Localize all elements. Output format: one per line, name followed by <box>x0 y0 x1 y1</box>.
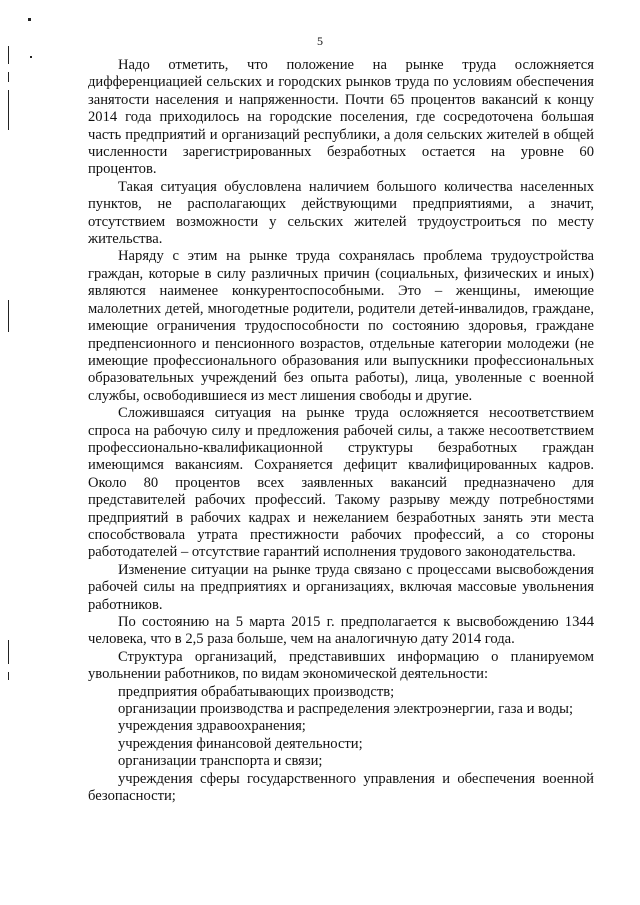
paragraph: Надо отметить, что положение на рынке труда осложняется дифференциацией сельских и городских рынков труда по условиям обеспечения занятости населения и напряженности. Почти 65 процентов вакансий к концу 2014 года приходилось на городские поселения, где сосредоточена большая часть предприятий и организаций республики, а доля сельских жителей в общей численности зарегистрированных безработных остается на уровне 60 процентов. <box>88 57 594 178</box>
paragraph: Наряду с этим на рынке труда сохранялась проблема трудоустройства граждан, которые в силу различных причин (социальных, физических и иных) являются наименее конкурентоспособными. Это – женщины, имеющие малолетних детей, многодетные родители, родители детей-инвалидов, граждане, имеющие ограничения трудоспособности по состоянию здоровья, граждане предпенсионного и пенсионного возрастов, отдельные категории молодежи (не имеющие профессионального образования или выпускники профессиональных образовательных учреждений без опыта работы), лица, уволенные с военной службы, освободившиеся из мест лишения свободы и другие. <box>88 248 594 404</box>
scan-margin-mark <box>8 90 9 130</box>
scan-margin-mark <box>30 56 32 58</box>
list-item: учреждения сферы государственного управления и обеспечения военной безопасности; <box>88 770 594 805</box>
scan-margin-mark <box>8 72 9 82</box>
list-item: предприятия обрабатывающих производств; <box>118 683 395 700</box>
paragraph: По состоянию на 5 марта 2015 г. предполагается к высвобождению 1344 человека, что в 2,5 раза больше, чем на аналогичную дату 2014 года. <box>88 614 594 648</box>
scan-margin-mark <box>8 672 9 680</box>
scan-margin-mark <box>8 46 9 64</box>
document-body <box>88 57 594 805</box>
scan-margin-mark <box>8 300 9 332</box>
list-item: учреждения финансовой деятельности; <box>118 735 363 752</box>
list-item: организации транспорта и связи; <box>118 753 323 770</box>
list-item: учреждения здравоохранения; <box>118 718 306 735</box>
page-number: 5 <box>317 34 323 48</box>
list-item: организации производства и распределения электроэнергии, газа и воды; <box>118 701 573 718</box>
scan-margin-mark <box>8 640 9 664</box>
paragraph: Изменение ситуации на рынке труда связано с процессами высвобождения рабочей силы на предприятиях и организациях, включая массовые увольнения работников. <box>88 561 594 613</box>
paragraph: Такая ситуация обусловлена наличием большого количества населенных пунктов, не располагающих действующими предприятиями, а значит, отсутствием возможности у сельских жителей трудоустроиться по месту жительства. <box>88 178 594 248</box>
paragraph: Сложившаяся ситуация на рынке труда осложняется несоответствием спроса на рабочую силу и предложения рабочей силы, а также несоответствием профессионально-квалификационной структуры безработных граждан имеющимся вакансиям. Сохраняется дефицит квалифицированных кадров. Около 80 процентов всех заявленных вакансий предназначено для представителей рабочих профессий. Такому разрыву между потребностями предприятий в рабочих кадрах и нежеланием безработных занять эти места способствовала утрата престижности рабочих профессий, а со стороны работодателей – отсутствие гарантий исполнения трудового законодательства. <box>88 405 594 561</box>
scan-margin-mark <box>28 18 31 21</box>
paragraph: Структура организаций, представивших информацию о планируемом увольнении работников, по видам экономической деятельности: <box>88 648 594 683</box>
